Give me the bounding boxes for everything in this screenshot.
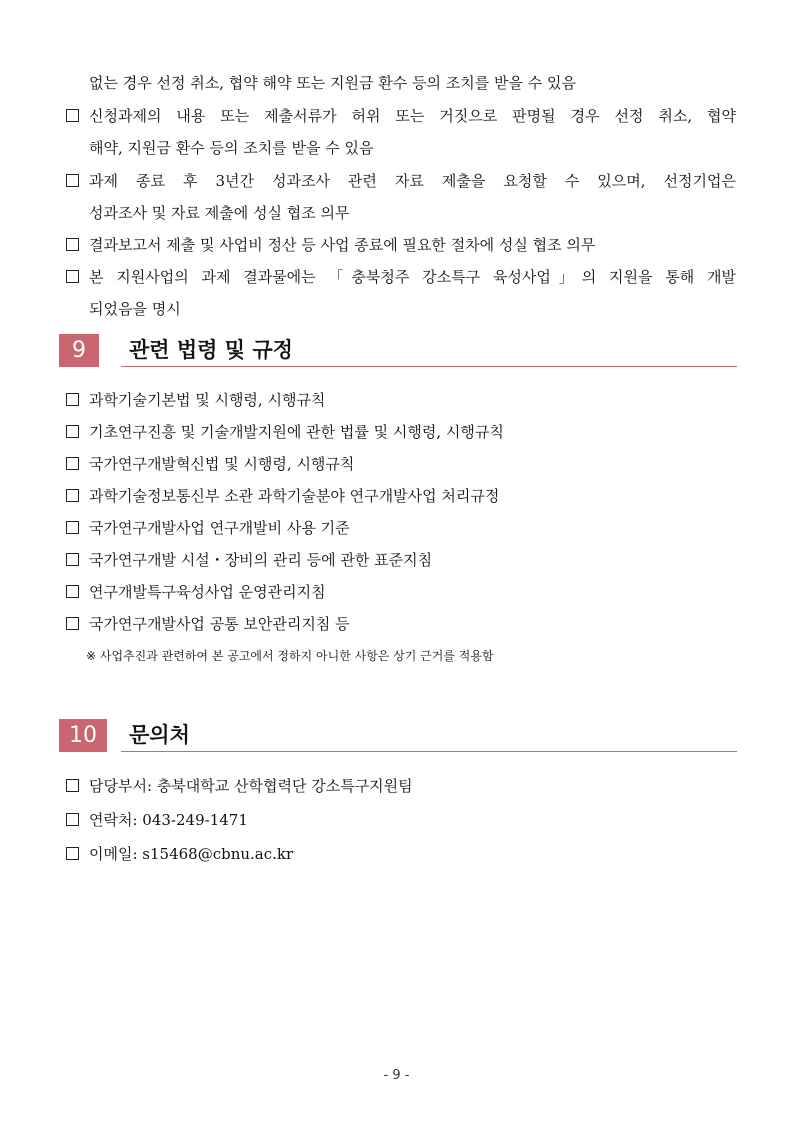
bullet-item <box>66 235 595 255</box>
bullet-text: 연락처: 043-249-1471 <box>89 811 248 829</box>
checkbox-bullet-icon <box>66 813 79 826</box>
bullet-text: 담당부서: 충북대학교 산학협력단 강소특구지원팀 <box>89 777 413 795</box>
paragraph-continuation <box>89 203 349 223</box>
paragraph-text: 없는 경우 선정 취소, 협약 해약 또는 지원금 환수 등의 조치를 받을 수 있음 <box>89 74 576 92</box>
checkbox-bullet-icon <box>66 174 79 187</box>
bullet-text: 과학기술정보통신부 소관 과학기술분야 연구개발사업 처리규정 <box>89 487 500 505</box>
bullet-text: 본 지원사업의 과제 결과물에는 「충북청주 강소특구 육성사업」의 지원을 통해 개발 <box>89 268 736 286</box>
contact-department <box>66 776 413 796</box>
bullet-item <box>66 422 504 442</box>
checkbox-bullet-icon <box>66 425 79 438</box>
page-number: - 9 - <box>383 1068 410 1083</box>
paragraph-continuation <box>89 299 181 319</box>
section-10-header <box>59 719 737 752</box>
bullet-text: 기초연구진흥 및 기술개발지원에 관한 법률 및 시행령, 시행규칙 <box>89 423 504 441</box>
paragraph-continuation <box>89 138 373 158</box>
bullet-text: 연구개발특구육성사업 운영관리지침 <box>89 583 326 601</box>
section-title: 관련 법령 및 규정 <box>129 338 293 362</box>
checkbox-bullet-icon <box>66 847 79 860</box>
bullet-item <box>66 454 354 474</box>
bullet-text: 신청과제의 내용 또는 제출서류가 허위 또는 거짓으로 판명될 경우 선정 취소, 협약 <box>89 107 736 125</box>
checkbox-bullet-icon <box>66 617 79 630</box>
paragraph-text: 해약, 지원금 환수 등의 조치를 받을 수 있음 <box>89 139 374 157</box>
bullet-item <box>66 171 736 191</box>
checkbox-bullet-icon <box>66 393 79 406</box>
section-number-badge: 9 <box>59 334 99 367</box>
bullet-text: 국가연구개발사업 공통 보안관리지침 등 <box>89 615 350 633</box>
paragraph-continuation <box>89 73 576 93</box>
checkbox-bullet-icon <box>66 585 79 598</box>
bullet-item <box>66 518 350 538</box>
bullet-text: 국가연구개발사업 연구개발비 사용 기준 <box>89 519 350 537</box>
section-title: 문의처 <box>129 723 190 747</box>
bullet-item <box>66 550 432 570</box>
bullet-text: 과학기술기본법 및 시행령, 시행규칙 <box>89 391 326 409</box>
bullet-item <box>66 486 499 506</box>
section-9-header <box>59 334 737 367</box>
bullet-text: 국가연구개발혁신법 및 시행령, 시행규칙 <box>89 455 355 473</box>
bullet-text: 결과보고서 제출 및 사업비 정산 등 사업 종료에 필요한 절차에 성실 협조 의무 <box>89 236 596 254</box>
section-divider <box>121 751 737 752</box>
reference-note: ※ 사업추진과 관련하여 본 공고에서 정하지 아니한 사항은 상기 근거를 적용함 <box>86 649 494 663</box>
bullet-item <box>66 614 350 634</box>
checkbox-bullet-icon <box>66 109 79 122</box>
checkbox-bullet-icon <box>66 270 79 283</box>
checkbox-bullet-icon <box>66 779 79 792</box>
bullet-text: 과제 종료 후 3년간 성과조사 관련 자료 제출을 요청할 수 있으며, 선정기업은 <box>89 172 736 190</box>
bullet-item <box>66 390 325 410</box>
bullet-text: 이메일: s15468@cbnu.ac.kr <box>89 845 294 863</box>
bullet-item <box>66 267 736 287</box>
bullet-item <box>66 106 736 126</box>
paragraph-text: 되었음을 명시 <box>89 300 181 318</box>
checkbox-bullet-icon <box>66 553 79 566</box>
bullet-text: 국가연구개발 시설・장비의 관리 등에 관한 표준지침 <box>89 551 433 569</box>
section-number-badge: 10 <box>59 719 107 752</box>
paragraph-text: 성과조사 및 자료 제출에 성실 협조 의무 <box>89 204 350 222</box>
checkbox-bullet-icon <box>66 457 79 470</box>
section-divider <box>121 366 737 367</box>
contact-phone <box>66 810 248 830</box>
contact-email <box>66 844 293 864</box>
checkbox-bullet-icon <box>66 238 79 251</box>
bullet-item <box>66 582 326 602</box>
checkbox-bullet-icon <box>66 521 79 534</box>
checkbox-bullet-icon <box>66 489 79 502</box>
